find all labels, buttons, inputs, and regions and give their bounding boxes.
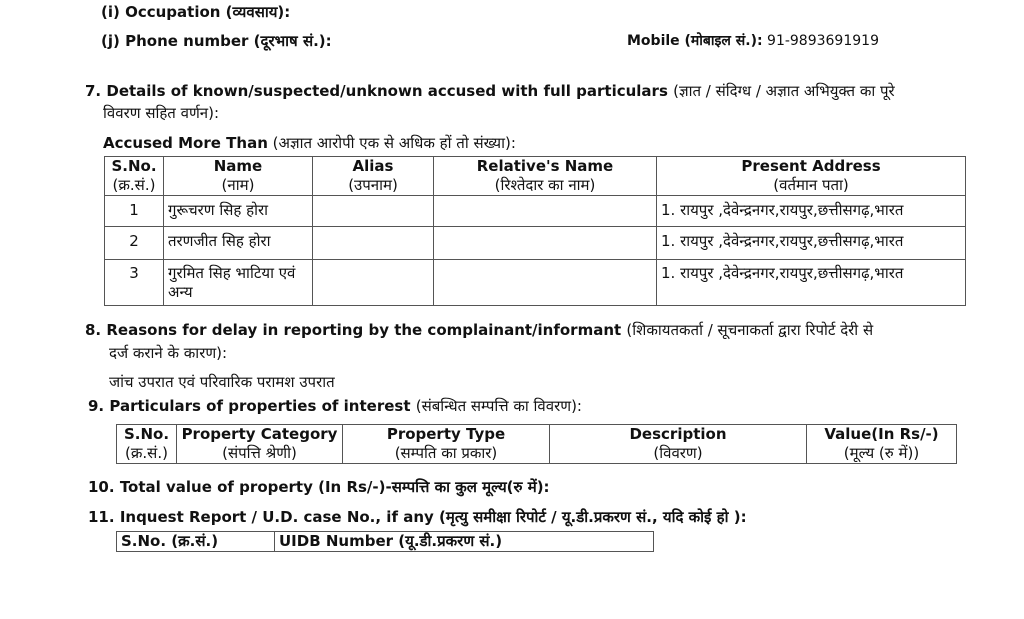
accused-table-header <box>105 157 966 196</box>
section8-title: Reasons for delay in reporting by the complainant/informant <box>106 321 622 339</box>
section9-title-hindi: (संबन्धित सम्पत्ति का विवरण): <box>415 397 582 415</box>
row-name: गुरमित सिह भाटिया एवं अन्य <box>164 260 313 306</box>
section9-heading <box>88 396 582 416</box>
row-relative <box>434 260 657 306</box>
section7-number: 7. <box>85 82 102 100</box>
row-sno: 2 <box>105 227 164 260</box>
occupation-row <box>101 2 290 22</box>
occupation-label: Occupation (व्यवसाय): <box>125 3 291 21</box>
section7-title-hindi: (ज्ञात / संदिग्ध / अज्ञात अभियुक्त का पूरे <box>673 82 895 100</box>
row-address: 1. रायपुर ,देवेन्द्रनगर,रायपुर,छत्तीसगढ़,भारत <box>657 260 966 306</box>
section11-number: 11. <box>88 508 115 526</box>
section11-title: Inquest Report / U.D. case No., if any (मृत्यु समीक्षा रिपोर्ट / यू.डी.प्रकरण सं., यदि कोई हो ): <box>119 508 747 526</box>
header-uidb-number: UIDB Number (यू.डी.प्रकरण सं.) <box>275 532 654 552</box>
section11-heading <box>88 507 747 527</box>
mobile-label: Mobile (मोबाइल सं.): <box>627 33 763 49</box>
accused-more-than-label: Accused More Than <box>103 134 268 152</box>
row-relative <box>434 227 657 260</box>
row-address: 1. रायपुर ,देवेन्द्रनगर,रायपुर,छत्तीसगढ़,भारत <box>657 196 966 227</box>
header-value: Value(In Rs/-) (मूल्य (रु में)) <box>807 425 957 464</box>
mobile-value: 91-9893691919 <box>767 33 879 49</box>
mobile-field <box>627 31 879 50</box>
row-alias <box>313 227 434 260</box>
section8-heading <box>85 320 873 340</box>
header-present-address: Present Address (वर्तमान पता) <box>657 157 966 196</box>
row-name: गुरूचरण सिह होरा <box>164 196 313 227</box>
header-property-category: Property Category (संपत्ति श्रेणी) <box>177 425 343 464</box>
section7-heading <box>85 81 895 101</box>
header-name: Name (नाम) <box>164 157 313 196</box>
header-property-type: Property Type (सम्पति का प्रकार) <box>343 425 550 464</box>
row-sno: 1 <box>105 196 164 227</box>
section10-number: 10. <box>88 478 115 496</box>
section10-heading <box>88 477 550 497</box>
section9-title: Particulars of properties of interest <box>109 397 411 415</box>
header-description: Description (विवरण) <box>550 425 807 464</box>
header-sno: S.No. (क्र.सं.) <box>117 425 177 464</box>
table-row <box>105 196 966 227</box>
header-sno: S.No. (क्र.सं.) <box>105 157 164 196</box>
row-alias <box>313 196 434 227</box>
section8-title-hindi-continued: दर्ज कराने के कारण): <box>109 344 228 362</box>
section7-title: Details of known/suspected/unknown accused with full particulars <box>106 82 668 100</box>
property-table-header <box>117 425 957 464</box>
section8-number: 8. <box>85 321 102 339</box>
row-relative <box>434 196 657 227</box>
header-relative-name: Relative's Name (रिश्तेदार का नाम) <box>434 157 657 196</box>
section9-number: 9. <box>88 397 105 415</box>
property-table <box>116 424 957 464</box>
row-sno: 3 <box>105 260 164 306</box>
inquest-table-header <box>117 532 654 552</box>
row-address: 1. रायपुर ,देवेन्द्रनगर,रायपुर,छत्तीसगढ़,भारत <box>657 227 966 260</box>
accused-more-than-hindi: (अज्ञात आरोपी एक से अधिक हों तो संख्या): <box>272 134 516 152</box>
section10-title: Total value of property (In Rs/-)-सम्पत्ति का कुल मूल्य(रु में): <box>119 478 550 496</box>
accused-table <box>104 156 966 306</box>
row-name: तरणजीत सिह होरा <box>164 227 313 260</box>
header-alias: Alias (उपनाम) <box>313 157 434 196</box>
phone-label: Phone number (दूरभाष सं.): <box>125 32 332 50</box>
table-row <box>105 227 966 260</box>
phone-row <box>101 31 332 51</box>
table-row <box>105 260 966 306</box>
accused-more-than <box>103 133 516 153</box>
phone-number: (j) <box>101 32 120 50</box>
occupation-number: (i) <box>101 3 120 21</box>
inquest-table <box>116 531 654 552</box>
header-sno: S.No. (क्र.सं.) <box>117 532 275 552</box>
section8-title-hindi: (शिकायतकर्ता / सूचनाकर्ता द्वारा रिपोर्ट देरी से <box>626 321 874 339</box>
row-alias <box>313 260 434 306</box>
section7-title-hindi-continued: विवरण सहित वर्णन): <box>103 104 220 122</box>
delay-reason-answer: जांच उपरात एवं परिवारिक परामश उपरात <box>109 373 335 391</box>
